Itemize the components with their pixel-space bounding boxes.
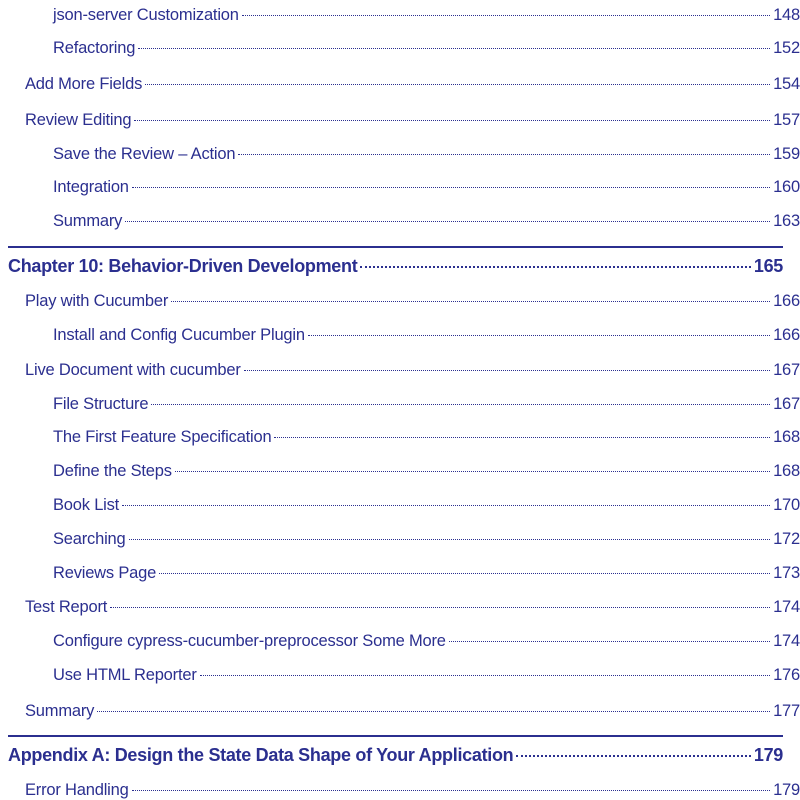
toc-entry-page: 148 [773, 6, 800, 24]
toc-entry-title: File Structure [53, 395, 149, 413]
toc-entry-title: Define the Steps [53, 462, 172, 480]
toc-entry-page: 177 [773, 702, 800, 720]
toc-entry[interactable] [53, 6, 800, 25]
toc-entry[interactable] [53, 39, 800, 58]
section-divider [8, 246, 783, 248]
dot-leader [129, 539, 771, 540]
toc-entry-page: 174 [773, 598, 800, 616]
toc-entry-page: 173 [773, 564, 800, 582]
toc-entry[interactable] [53, 632, 800, 651]
toc-entry[interactable] [25, 111, 800, 130]
toc-entry[interactable] [53, 530, 800, 549]
dot-leader [122, 505, 770, 506]
toc-entry-page: 167 [773, 361, 800, 379]
toc-entry-title: Refactoring [53, 39, 136, 57]
dot-leader [308, 335, 770, 336]
toc-appendix-title: Appendix A: Design the State Data Shape of Your Application [8, 745, 514, 765]
toc-entry-page: 160 [773, 178, 800, 196]
toc-entry[interactable] [25, 361, 800, 380]
dot-leader [200, 675, 770, 676]
dot-leader [97, 711, 770, 712]
toc-entry-title: Use HTML Reporter [53, 666, 197, 684]
toc-entry-page: 168 [773, 428, 800, 446]
dot-leader [110, 607, 770, 608]
toc-entry-title: Review Editing [25, 111, 132, 129]
toc-entry-title: Test Report [25, 598, 108, 616]
toc-entry-title: Error Handling [25, 781, 129, 799]
dot-leader [138, 48, 770, 49]
dot-leader [516, 755, 751, 757]
toc-entry[interactable] [25, 75, 800, 94]
dot-leader [238, 154, 770, 155]
toc-entry[interactable] [53, 462, 800, 481]
toc-entry-page: 163 [773, 212, 800, 230]
toc-entry-title: Book List [53, 496, 120, 514]
toc-entry-page: 170 [773, 496, 800, 514]
toc-entry-page: 174 [773, 632, 800, 650]
dot-leader [274, 437, 770, 438]
toc-entry[interactable] [53, 496, 800, 515]
toc-entry-title: Searching [53, 530, 126, 548]
toc-entry[interactable] [53, 326, 800, 345]
toc-entry-page: 179 [773, 781, 800, 799]
toc-entry-title: Add More Fields [25, 75, 143, 93]
dot-leader [449, 641, 770, 642]
dot-leader [360, 266, 750, 268]
dot-leader [175, 471, 770, 472]
toc-appendix-page: 179 [753, 745, 783, 765]
toc-entry-title: Reviews Page [53, 564, 157, 582]
toc-entry-title: Summary [25, 702, 95, 720]
dot-leader [132, 790, 770, 791]
toc-entry[interactable] [25, 781, 800, 800]
toc-chapter-title: Chapter 10: Behavior-Driven Development [8, 256, 358, 276]
toc-entry-page: 159 [773, 145, 800, 163]
dot-leader [151, 404, 770, 405]
toc-entry-page: 167 [773, 395, 800, 413]
dot-leader [134, 120, 770, 121]
toc-chapter-page: 165 [753, 256, 783, 276]
toc-entry[interactable] [53, 564, 800, 583]
toc-entry-title: Integration [53, 178, 129, 196]
toc-entry[interactable] [53, 428, 800, 447]
toc-entry-page: 154 [773, 75, 800, 93]
dot-leader [159, 573, 770, 574]
toc-entry[interactable] [53, 395, 800, 414]
toc-entry[interactable] [25, 702, 800, 721]
toc-entry[interactable] [25, 292, 800, 311]
toc-entry-page: 152 [773, 39, 800, 57]
toc-entry[interactable] [53, 145, 800, 164]
toc-entry-title: The First Feature Specification [53, 428, 272, 446]
toc-entry-page: 172 [773, 530, 800, 548]
toc-entry-title: Summary [53, 212, 123, 230]
toc-entry-title: Save the Review – Action [53, 145, 236, 163]
dot-leader [171, 301, 770, 302]
dot-leader [132, 187, 770, 188]
toc-entry[interactable] [25, 598, 800, 617]
toc-entry-title: Install and Config Cucumber Plugin [53, 326, 305, 344]
toc-entry-page: 157 [773, 111, 800, 129]
toc-entry-title: json-server Customization [53, 6, 239, 24]
dot-leader [145, 84, 770, 85]
section-divider [8, 735, 783, 737]
dot-leader [125, 221, 770, 222]
toc-appendix-entry[interactable] [8, 745, 783, 766]
toc-entry-page: 166 [773, 326, 800, 344]
toc-entry[interactable] [53, 178, 800, 197]
dot-leader [242, 15, 770, 16]
toc-entry-page: 166 [773, 292, 800, 310]
toc-entry-page: 176 [773, 666, 800, 684]
toc-entry[interactable] [53, 666, 800, 685]
dot-leader [244, 370, 770, 371]
toc-chapter-entry[interactable] [8, 256, 783, 277]
toc-entry-title: Live Document with cucumber [25, 361, 241, 379]
toc-entry-page: 168 [773, 462, 800, 480]
toc-entry-title: Play with Cucumber [25, 292, 169, 310]
toc-entry[interactable] [53, 212, 800, 231]
toc-entry-title: Configure cypress-cucumber-preprocessor Some More [53, 632, 446, 650]
